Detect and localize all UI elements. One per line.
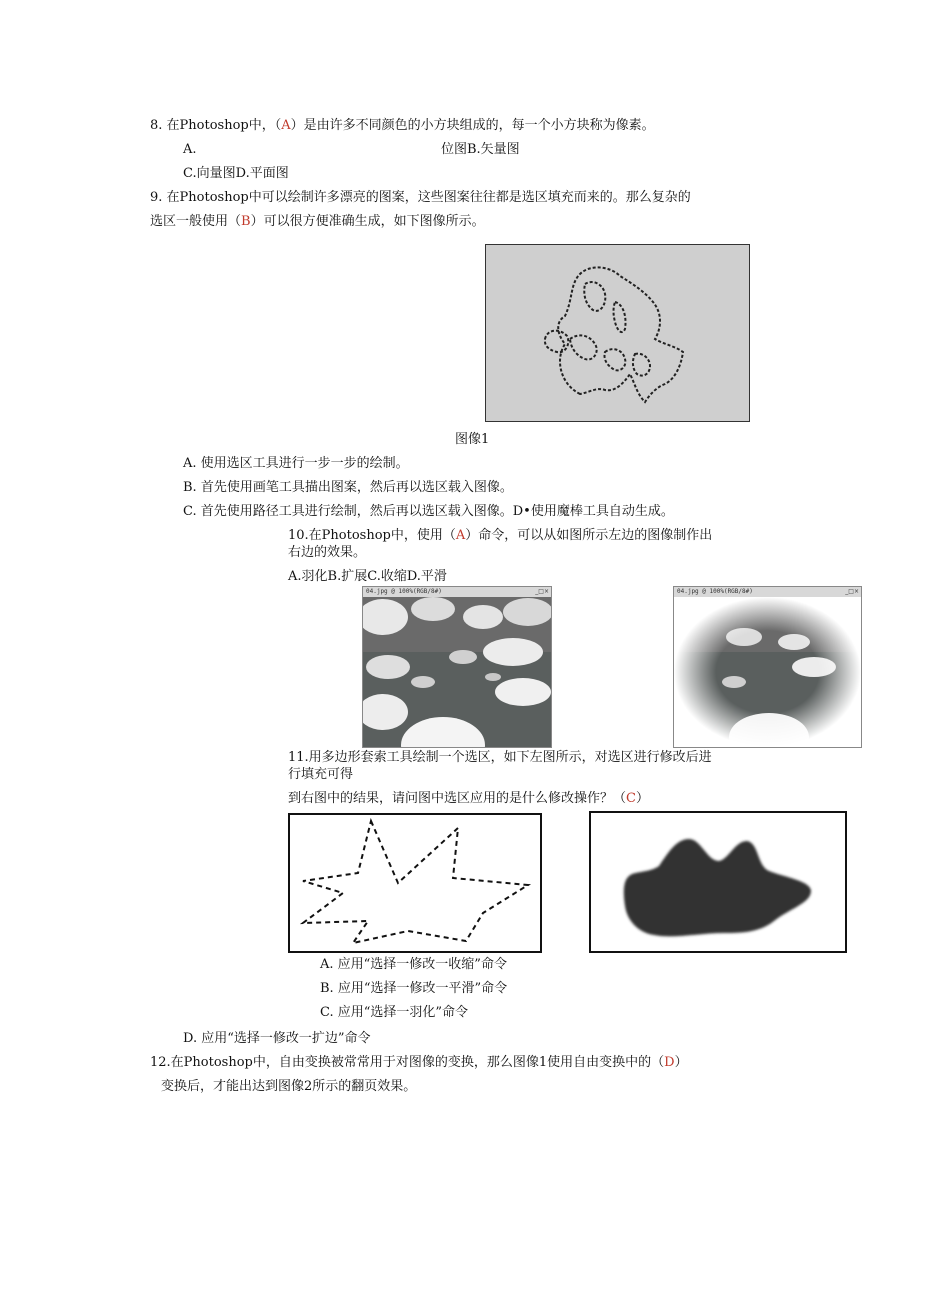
q10-text-a: 10.在Photoshop中，使用（ (288, 528, 456, 543)
q8-text-a: 8. 在Photoshop中，（ (150, 118, 282, 133)
q9-stem-line1: 9. 在Photoshop中可以绘制许多漂亮的图案，这些图案往往都是选区填充而来的。那么复杂的 (150, 190, 691, 205)
window-title-2: 04.jpg @ 100%(RGB/8#) (677, 588, 753, 595)
q8-option-a: A. (183, 142, 197, 157)
q9-option-a: A. 使用选区工具进行一步一步的绘制。 (183, 456, 409, 471)
feathered-image-window (673, 586, 862, 748)
q12-text-a: 12.在Photoshop中，自由变换被常常用于对图像的变换，那么图像1使用自由变换中的（ (150, 1055, 665, 1070)
q11-option-a: A. 应用“选择一修改一收缩”命令 (320, 957, 507, 972)
window-title-bar-2 (674, 587, 861, 597)
q8-answer: A (281, 118, 291, 133)
q12-text-b: ） (674, 1055, 688, 1070)
q9-text-a: 选区一般使用（ (150, 214, 242, 229)
q9-answer: B (241, 214, 251, 229)
q10-options: A.羽化B.扩展C.收缩D.平滑 (288, 569, 447, 584)
original-image-window (362, 586, 552, 748)
q10-stem-line2: 右边的效果。 (288, 545, 367, 560)
window-title-bar (363, 587, 551, 597)
polygon-lasso-selection-figure (288, 813, 542, 953)
window-title: 04.jpg @ 100%(RGB/8#) (366, 588, 442, 595)
snowy-river-photo (363, 597, 551, 747)
q11-answer: C (626, 791, 636, 806)
q9-stem-line2 (150, 213, 485, 231)
q12-stem-line2: 变换后，才能出达到图像2所示的翻页效果。 (161, 1079, 417, 1094)
q11-option-b: B. 应用“选择一修改一平滑”命令 (320, 981, 508, 996)
q10-answer: A (455, 528, 466, 543)
q11-stem-line2: 行填充可得 (288, 767, 354, 782)
q12-stem-line1 (150, 1054, 688, 1072)
q11-text-a: 到右图中的结果，请问图中选区应用的是什么修改操作？（ (288, 791, 627, 806)
figure-caption-1: 图像1 (455, 432, 490, 447)
q12-answer: D (664, 1055, 675, 1070)
q9-option-c-d: C. 首先使用路径工具进行绘制，然后再以选区载入图像。D•使用魔棒工具自动生成。 (183, 504, 674, 519)
window-controls-2[interactable]: _□× (845, 588, 859, 595)
q8-option-cd: C.向量图D.平面图 (183, 166, 289, 181)
q8-stem (150, 117, 655, 135)
q10-text-b: ）命令，可以从如图所示左边的图像制作出 (465, 528, 713, 543)
q9-text-b: ）可以很方便准确生成，如下图像所示。 (250, 214, 485, 229)
window-controls[interactable]: _□× (535, 588, 549, 595)
smoothed-fill-figure (589, 811, 847, 953)
q11-option-d: D. 应用“选择一修改一扩边”命令 (183, 1031, 371, 1046)
q9-option-b: B. 首先使用画笔工具描出图案，然后再以选区载入图像。 (183, 480, 513, 495)
q8-option-b: 位图B.矢量图 (441, 142, 520, 157)
feathered-photo (674, 597, 861, 747)
q11-stem-line1: 11.用多边形套索工具绘制一个选区，如下左图所示，对选区进行修改后进 (288, 750, 712, 765)
q10-stem-line1 (288, 527, 712, 545)
q8-text-b: ）是由许多不同颜色的小方块组成的，每一个小方块称为像素。 (290, 118, 655, 133)
q11-stem-line3 (288, 790, 649, 808)
q11-option-c: C. 应用“选择一羽化”命令 (320, 1005, 469, 1020)
selection-pattern-figure (485, 244, 750, 422)
q11-text-b: ） (635, 791, 649, 806)
